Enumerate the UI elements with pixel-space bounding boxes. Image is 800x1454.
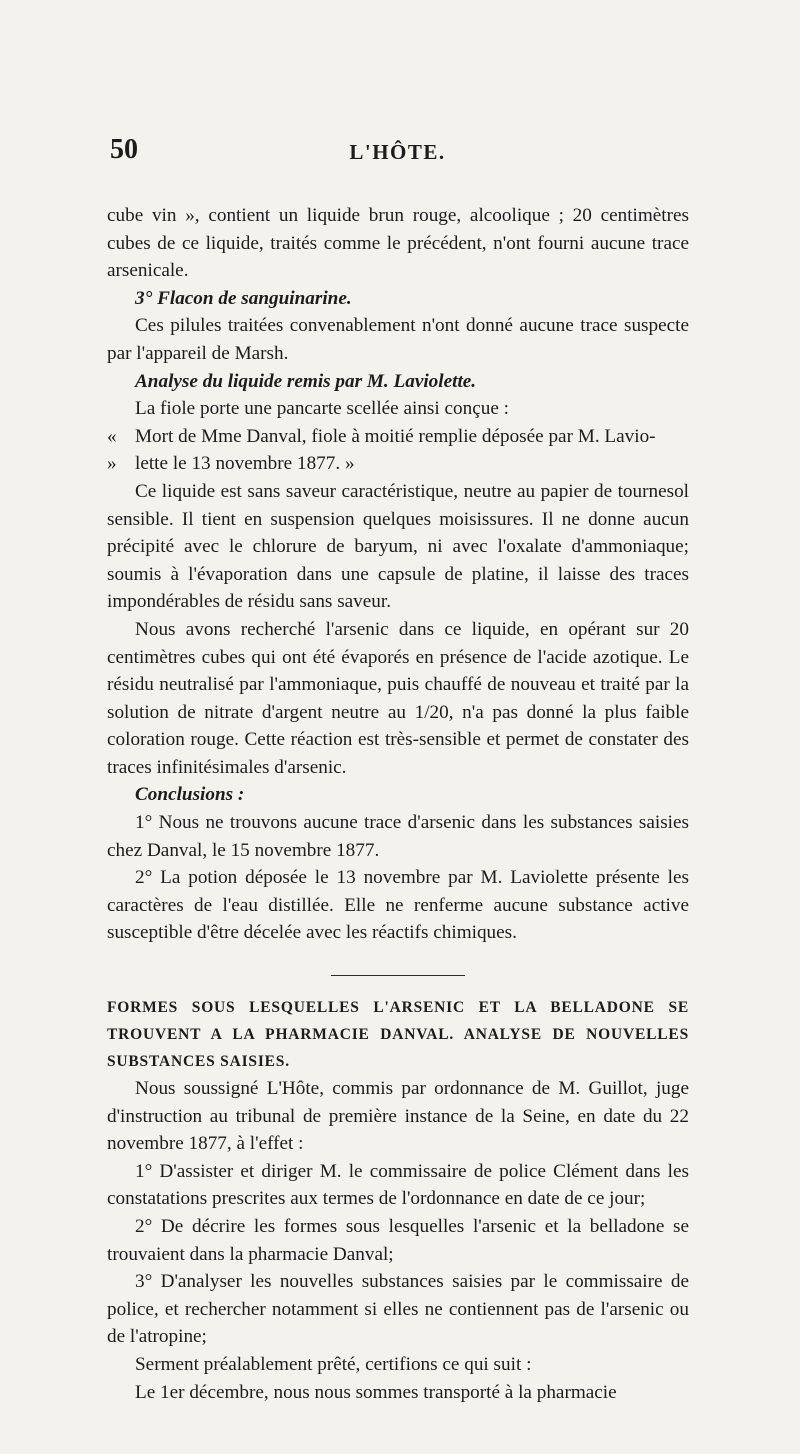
paragraph: Ces pilules traitées convenablement n'ont donné aucune trace suspecte par l'appareil de Marsh. — [107, 315, 689, 364]
quote-mark: « — [107, 425, 117, 447]
running-title: L'HÔTE. — [349, 140, 446, 164]
quoted-label-line-1 — [107, 423, 689, 451]
body-text — [107, 202, 689, 1406]
subheading-analyse: Analyse du liquide remis par M. Laviolette. — [135, 370, 477, 392]
section-title: FORMES SOUS LESQUELLES L'ARSENIC ET LA BELLADONE SE TROUVENT A LA PHARMACIE DANVAL. ANALYSE DE NOUVELLES SUBSTANCES SAISIES. — [107, 999, 689, 1071]
paragraph: 2° De décrire les formes sous lesquelles l'arsenic et la belladone se trouvaient dans la pharmacie Danval; — [107, 1216, 689, 1265]
subheading-flacon: 3° Flacon de sanguinarine. — [135, 287, 352, 309]
paragraph: cube vin », contient un liquide brun rouge, alcoolique ; 20 centimètres cubes de ce liquide, traités comme le précédent, n'ont fourni aucune trace arsenicale. — [107, 205, 689, 282]
paragraph: Serment préalablement prêté, certifions ce qui suit : — [135, 1353, 532, 1375]
paragraph: Le 1er décembre, nous nous sommes transporté à la pharmacie — [135, 1381, 617, 1403]
quote-mark: » — [107, 453, 117, 475]
quote-text: Mort de Mme Danval, fiole à moitié remplie déposée par M. Lavio- — [135, 425, 656, 447]
paragraph: Ce liquide est sans saveur caractéristique, neutre au papier de tournesol sensible. Il tient en suspension quelques moisissures. Il ne donne aucun précipité avec le chlorure de baryum, ni avec l'oxalate d'ammoniaque; soumis à l'évaporation dans une capsule de platine, il laisse des traces impondérables de résidu sans saveur. — [107, 480, 689, 613]
paragraph: 1° D'assister et diriger M. le commissaire de police Clément dans les constatations prescrites aux termes de l'ordonnance en date de ce jour; — [107, 1160, 689, 1210]
subheading-conclusions: Conclusions : — [135, 784, 245, 806]
quote-text: lette le 13 novembre 1877. » — [135, 453, 355, 475]
paragraph: Nous soussigné L'Hôte, commis par ordonnance de M. Guillot, juge d'instruction au tribunal de première instance de la Seine, en date du 22 novembre 1877, à l'effet : — [107, 1078, 689, 1155]
section-divider — [331, 975, 465, 976]
paragraph: 3° D'analyser les nouvelles substances saisies par le commissaire de police, et rechercher notamment si elles ne contiennent pas de l'arsenic ou de l'atropine; — [107, 1271, 689, 1348]
page-number: 50 — [110, 134, 138, 165]
page-header — [110, 134, 685, 174]
paragraph: 1° Nous ne trouvons aucune trace d'arsenic dans les substances saisies chez Danval, le 15 novembre 1877. — [107, 812, 689, 861]
paragraph: Nous avons recherché l'arsenic dans ce liquide, en opérant sur 20 centimètres cubes qui ont été évaporés en présence de l'acide azotique. Le résidu neutralisé par l'ammoniaque, puis chauffé de nouveau et traité par la solution de nitrate d'argent neutre au 1/20, n'a pas donné la plus faible coloration rouge. Cette réaction est très-sensible et permet de constater des traces infinitésimales d'arsenic. — [107, 618, 689, 778]
quoted-label-line-2 — [107, 450, 689, 478]
paragraph: La fiole porte une pancarte scellée ainsi conçue : — [135, 398, 509, 420]
paragraph: 2° La potion déposée le 13 novembre par M. Laviolette présente les caractères de l'eau distillée. Elle ne renferme aucune substance active susceptible d'être décelée avec les réactifs chimiques. — [107, 867, 689, 944]
